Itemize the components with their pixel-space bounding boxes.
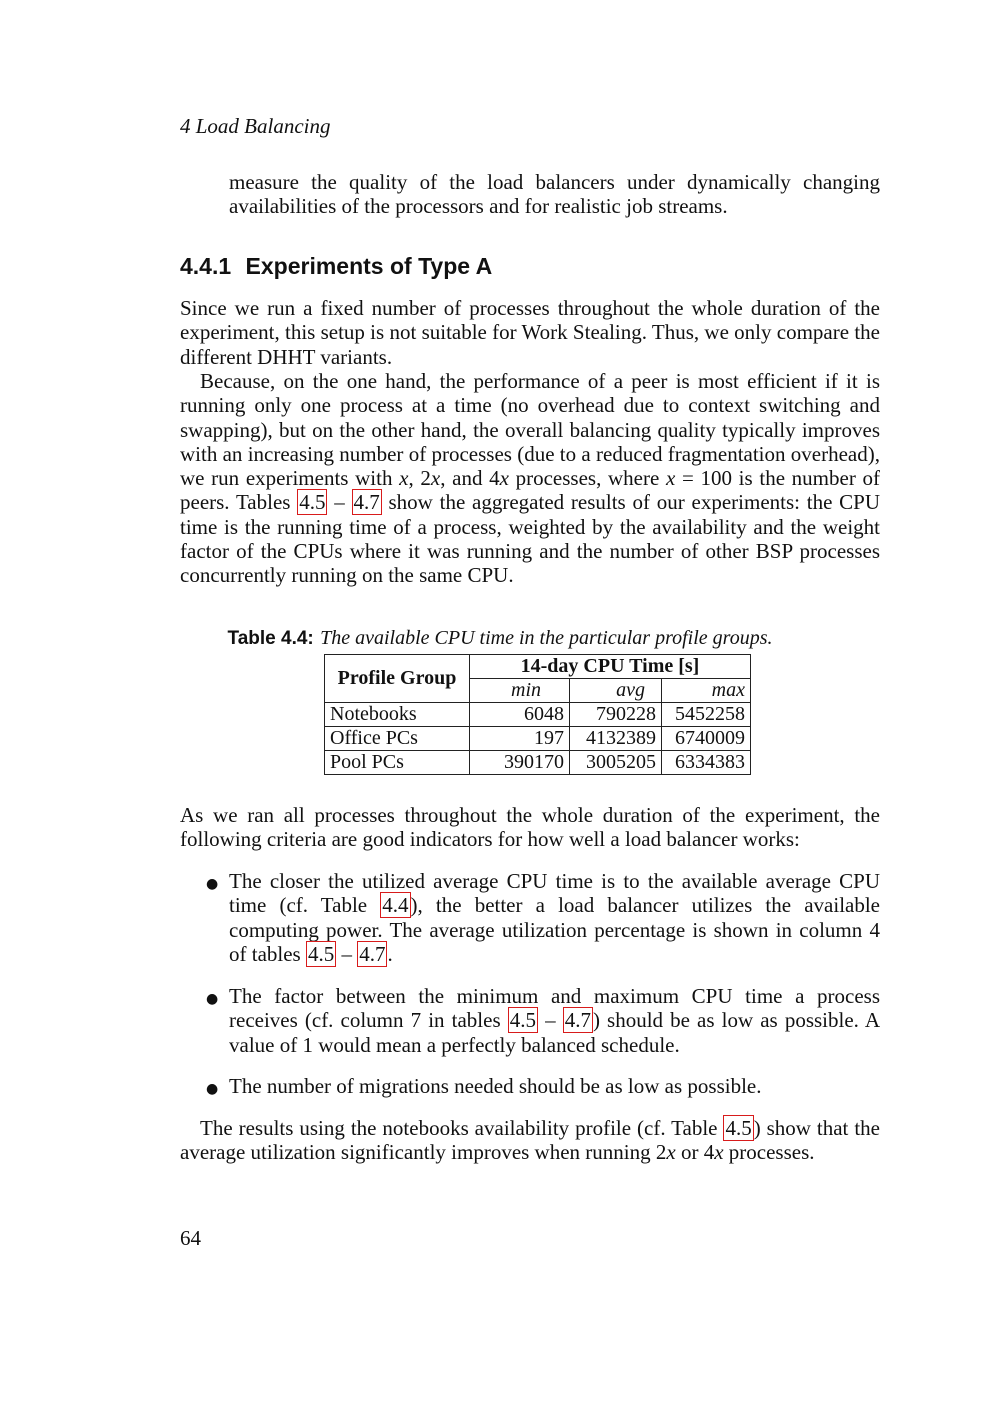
col-header-profile-group: Profile Group	[325, 655, 470, 703]
text-run: show the aggregated results of our experiments: the CPU time is the running time of a process, weighted by the availability and the weight factor of the CPUs where it was running and the number of other BSP processes concurrently running on the same CPU.	[180, 490, 881, 588]
col-header-cpu-time: 14-day CPU Time [s]	[470, 655, 751, 679]
bullet-marker: ●	[206, 991, 219, 1007]
cell-avg: 4132389	[570, 727, 662, 751]
col-header-max: max	[662, 679, 751, 703]
table-ref-link[interactable]: 4.5	[509, 1008, 536, 1033]
bullet-item-2	[229, 984, 880, 1057]
text-run: The closer the utilized average CPU time is to the available average CPU time (cf. Table	[229, 869, 880, 918]
cpu-time-table	[324, 654, 751, 775]
bullet-marker: ●	[206, 1081, 219, 1097]
math-x: x	[666, 466, 676, 491]
table-ref-link[interactable]: 4.5	[725, 1116, 752, 1140]
text-run: –	[537, 1008, 563, 1033]
section-heading	[180, 253, 492, 280]
bullet-marker: ●	[206, 876, 219, 892]
cell-max: 5452258	[662, 703, 751, 727]
cell-max: 6334383	[662, 751, 751, 775]
table-ref-link[interactable]: 4.5	[299, 490, 326, 515]
running-head: 4 Load Balancing	[180, 114, 331, 138]
cell-min: 390170	[470, 751, 570, 775]
table-header-row	[325, 655, 751, 679]
text-run: , 2	[408, 466, 431, 491]
paragraph-1: Since we run a fixed number of processes throughout the whole duration of the experiment, this setup is not suitable for Work Stealing. Thus, we only compare the different DHHT variants.	[180, 296, 880, 369]
cell-avg: 3005205	[570, 751, 662, 775]
col-header-avg: avg	[570, 679, 662, 703]
math-x: x	[399, 466, 409, 491]
table-caption	[0, 625, 1000, 650]
text-run: , and 4	[440, 466, 500, 491]
text-run: ) should be as low as possible. A value of 1 would mean a perfectly balanced schedule.	[229, 1008, 881, 1057]
intro-paragraph: measure the quality of the load balancers under dynamically changing availabilities of the processors and for realistic job streams.	[229, 170, 880, 219]
col-header-min: min	[470, 679, 570, 703]
table-row	[325, 751, 751, 775]
math-x: x	[430, 466, 441, 491]
table-row	[325, 703, 751, 727]
text-run: The results using the notebooks availability profile (cf. Table	[200, 1116, 724, 1140]
text-run: The factor between the minimum and maximum CPU time a process receives (cf. column 7 in tables	[229, 984, 880, 1033]
table-caption-label: Table 4.4:	[227, 628, 314, 649]
table-ref-link[interactable]: 4.7	[359, 941, 386, 966]
paragraph-2	[180, 369, 880, 588]
table-row	[325, 727, 751, 751]
bullet-item-3: The number of migrations needed should be as low as possible.	[229, 1074, 762, 1098]
text-run: processes, where	[508, 466, 666, 491]
cell-avg: 790228	[570, 703, 662, 727]
section-number: 4.4.1	[180, 253, 232, 279]
table-ref-link[interactable]: 4.7	[564, 1008, 591, 1033]
text-run: or 4	[675, 1140, 715, 1165]
table-caption-text: The available CPU time in the particular profile groups.	[320, 627, 773, 649]
math-x: x	[666, 1140, 676, 1165]
table-ref-link[interactable]: 4.5	[307, 941, 335, 966]
table-ref-link[interactable]: 4.7	[353, 490, 380, 515]
cell-group: Pool PCs	[325, 751, 470, 775]
page-number: 64	[180, 1226, 201, 1250]
section-title: Experiments of Type A	[245, 253, 493, 279]
cell-min: 197	[470, 727, 570, 751]
cell-max: 6740009	[662, 727, 751, 751]
text-run: processes.	[723, 1140, 815, 1165]
cell-min: 6048	[470, 703, 570, 727]
math-x: x	[499, 466, 509, 491]
text-run: .	[387, 941, 393, 966]
math-x: x	[714, 1140, 724, 1165]
text-run: –	[336, 941, 358, 966]
bullet-item-1	[229, 869, 880, 966]
text-run: = 100 is the number of peers. Tables	[180, 466, 880, 515]
text-run: –	[327, 490, 352, 515]
paragraph-4	[180, 1116, 880, 1165]
cell-group: Notebooks	[325, 703, 470, 727]
table-ref-link[interactable]: 4.4	[382, 893, 409, 918]
cell-group: Office PCs	[325, 727, 470, 751]
text-run: ) show that the average utilization significantly improves when running 2	[180, 1116, 880, 1165]
text-run: ), the better a load balancer utilizes the available computing power. The average utilization percentage is shown in column 4 of tables	[229, 893, 881, 966]
text-run: Because, on the one hand, the performance of a peer is most efficient if it is running only one process at a time (no overhead due to context switching and swapping), but on the other hand, the overall balancing quality typically improves with an increasing number of processes (due to a reduced fragmentation overhead), we run experiments with	[180, 369, 880, 491]
paragraph-3: As we ran all processes throughout the whole duration of the experiment, the following criteria are good indicators for how well a load balancer works:	[180, 803, 880, 852]
